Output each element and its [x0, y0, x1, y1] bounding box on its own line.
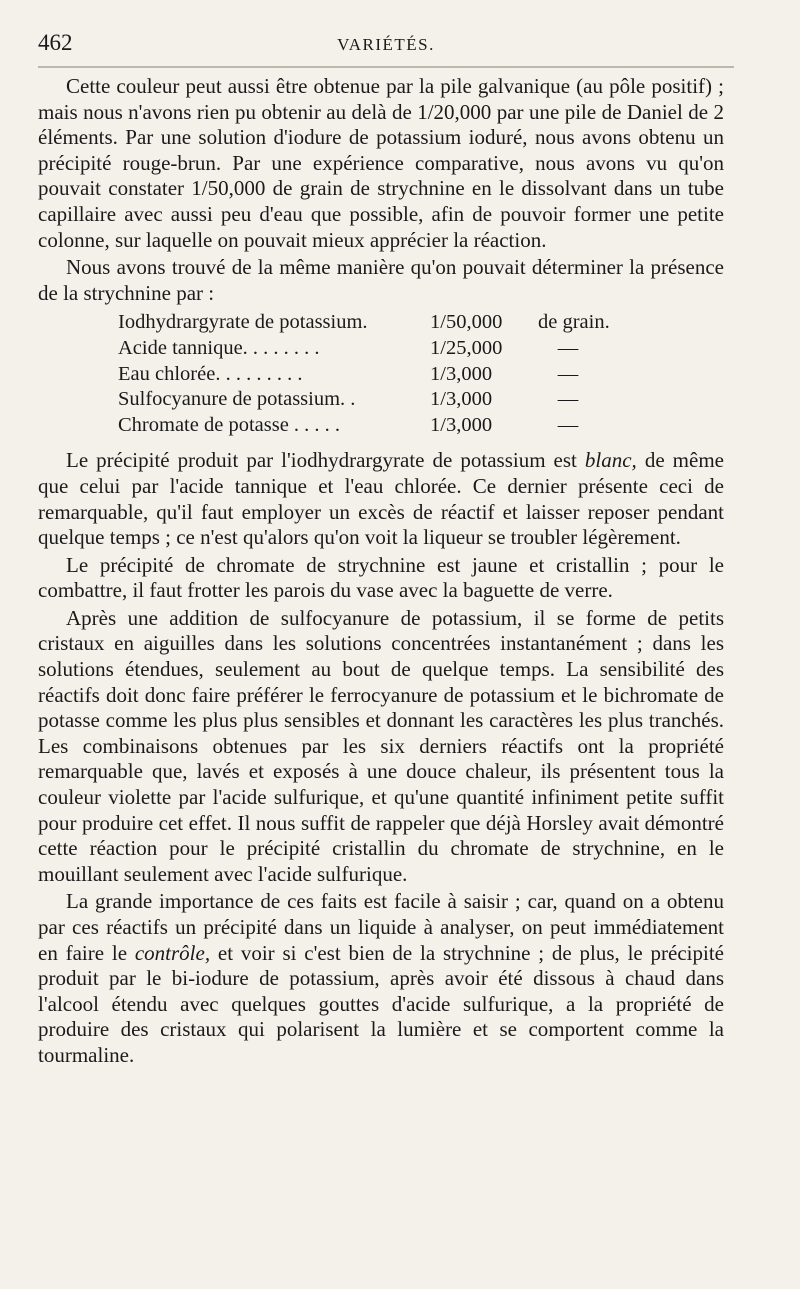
- paragraph-3-text-b: de même que celui par l'acide tannique et l'eau chlorée. Ce dernier présente ceci de remarquable, qu'il faut employer un excès de réactif et laisser reposer pendant quelque temps ; ce n'est qu'alors qu'on voit la liqueur se troubler légèrement.: [38, 448, 724, 550]
- reagent-name: Sulfocyanure de potassium. .: [118, 388, 356, 411]
- paragraph-6-text-a: La grande importance de ces faits est facile à saisir ; car, quand on a obtenu par ces réactifs un précipité dans un liquide à analyser, on peut immédiatement en faire le: [38, 889, 724, 965]
- paragraph-3: [38, 448, 724, 550]
- paragraph-1: Cette couleur peut aussi être obtenue par la pile galvanique (au pôle positif) ; mais nous n'avons rien pu obtenir au delà de 1/20,000 par une pile de Daniel de 2 éléments. Par une solution d'iodure de potassium ioduré, nous avons obtenu un précipité rouge-brun. Par une expérience comparative, nous avons vu qu'on pouvait constater 1/50,000 de grain de strychnine en le dissolvant dans un tube capillaire avec aussi peu d'eau que possible, afin de pouvoir former une petite colonne, sur laquelle on pouvait mieux apprécier la réaction.: [38, 74, 724, 252]
- page-number: 462: [38, 30, 73, 55]
- reagent-name: Eau chlorée. . . . . . . . .: [118, 362, 303, 385]
- paragraph-3-italic: blanc,: [584, 448, 637, 473]
- reagent-name: Iodhydrargyrate de potassium.: [118, 311, 368, 334]
- paragraph-3-text-a: Le précipité produit par l'iodhydrargyrate de potassium est: [66, 448, 585, 473]
- paragraph-6-text-b: et voir si c'est bien de la strychnine ; de plus, le précipité produit par le bi-iodure de potassium, après avoir été dissous à chaud dans l'alcool étendu avec quelques gouttes d'acide sulfurique, a la propriété de produire des cristaux qui polarisent la lumière et se comportent comme la tourmaline.: [38, 940, 724, 1067]
- body-text: [38, 74, 724, 1069]
- reagent-row: [118, 310, 724, 336]
- reagent-dilution: 1/3,000: [430, 388, 493, 411]
- ditto-dash: —: [557, 362, 579, 385]
- reagent-table: [118, 310, 724, 438]
- reagent-name: Chromate de potasse . . . . .: [118, 413, 341, 436]
- reagent-row: [118, 413, 724, 439]
- paragraph-4: Le précipité de chromate de strychnine est jaune et cristallin ; pour le combattre, il faut frotter les parois du vase avec la baguette de verre.: [38, 552, 724, 603]
- reagent-row: [118, 336, 724, 362]
- paragraph-2: Nous avons trouvé de la même manière qu'on pouvait déterminer la présence de la strychnine par :: [38, 255, 724, 305]
- page-header: [38, 30, 734, 68]
- running-title: VARIÉTÉS.: [337, 35, 435, 54]
- reagent-name: Acide tannique. . . . . . . .: [118, 336, 320, 359]
- reagent-unit: de grain.: [538, 311, 610, 334]
- paragraph-6: [38, 889, 724, 1068]
- ditto-dash: —: [557, 388, 579, 411]
- paragraph-6-italic: contrôle,: [134, 940, 211, 965]
- reagent-row: [118, 362, 724, 388]
- paragraph-5: Après une addition de sulfocyanure de potassium, il se forme de petits cristaux en aiguilles dans les solutions concentrées instantanément ; dans les solutions étendues, seulement au bout de quelque temps. La sensibilité des réactifs doit donc faire préférer le ferrocyanure de potassium et le bichromate de potasse comme les plus plus sensibles et donnant les caractères les plus tranchés. Les combinaisons obtenues par les six derniers réactifs ont la propriété remarquable que, lavés et exposés à une douce chaleur, ils présentent tous la couleur violette par l'acide sulfurique, et qu'une quantité infiniment petite suffit pour produire cet effet. Il nous suffit de rappeler que déjà Horsley avait démontré cette réaction pour le précipité cristallin du chromate de strychnine, en le mouillant seulement avec l'acide sulfurique.: [38, 605, 724, 886]
- reagent-dilution: 1/25,000: [430, 336, 503, 359]
- reagent-dilution: 1/50,000: [430, 311, 503, 334]
- reagent-row: [118, 387, 724, 413]
- reagent-dilution: 1/3,000: [430, 413, 493, 436]
- ditto-dash: —: [557, 413, 579, 436]
- ditto-dash: —: [557, 336, 579, 359]
- reagent-dilution: 1/3,000: [430, 362, 493, 385]
